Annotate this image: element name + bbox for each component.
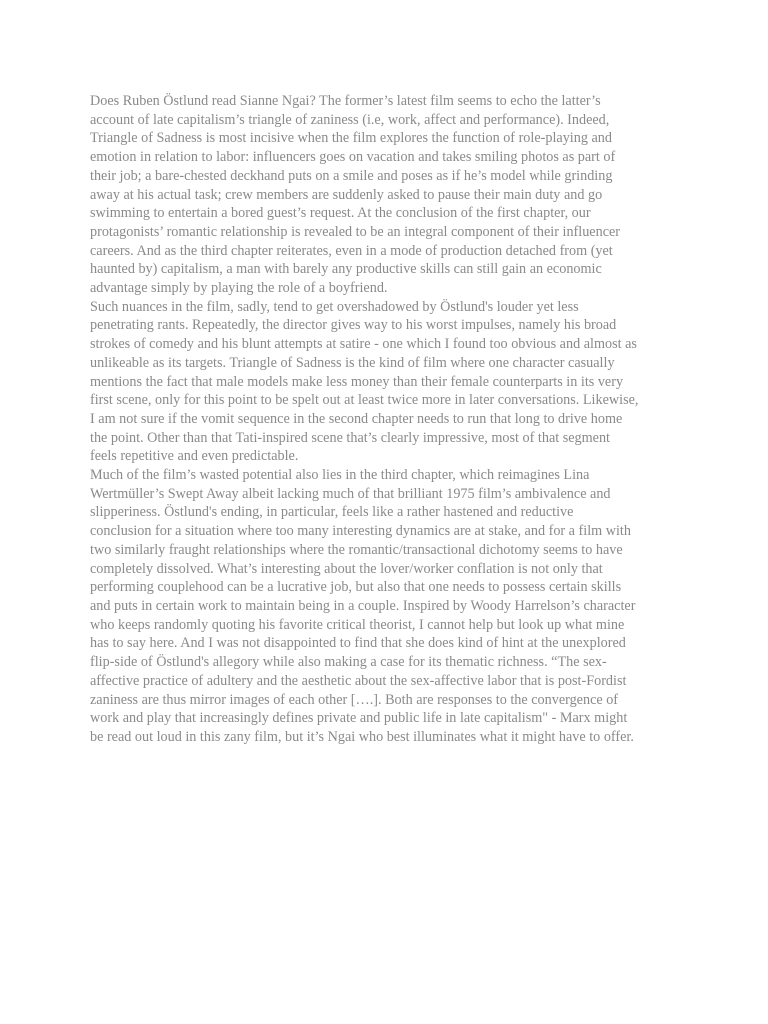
- text-line: and puts in certain work to maintain being in a couple. Inspired by Woody Harrelson’s character: [90, 597, 636, 614]
- text-line: swimming to entertain a bored guest’s request. At the conclusion of the first chapter, our: [90, 205, 591, 222]
- text-line: performing couplehood can be a lucrative job, but also that one needs to possess certain skills: [90, 579, 622, 596]
- text-line: emotion in relation to labor: influencers goes on vacation and takes smiling photos as part of: [90, 149, 616, 166]
- text-line: first scene, only for this point to be spelt out at least twice more in later conversations. Likewise,: [90, 392, 639, 409]
- text-line: careers. And as the third chapter reiterates, even in a mode of production detached from (yet: [90, 242, 613, 259]
- text-line: flip-side of Östlund's allegory while also making a case for its thematic richness. “The sex-: [90, 654, 607, 671]
- text-line: strokes of comedy and his blunt attempts at satire - one which I found too obvious and almost as: [90, 336, 637, 353]
- text-line: be read out loud in this zany film, but it’s Ngai who best illuminates what it might have to offer.: [90, 728, 634, 745]
- text-line: away at his actual task; crew members are suddenly asked to pause their main duty and go: [90, 186, 603, 203]
- document-body: [90, 92, 690, 747]
- text-line: their job; a bare-chested deckhand puts on a smile and poses as if he’s model while grinding: [90, 167, 613, 184]
- text-line: penetrating rants. Repeatedly, the director gives way to his worst impulses, namely his broad: [90, 317, 617, 334]
- text-line: mentions the fact that male models make less money than their female counterparts in its very: [90, 373, 624, 390]
- text-line: has to say here. And I was not disappointed to find that she does kind of hint at the unexplored: [90, 635, 626, 652]
- text-line: completely dissolved. What’s interesting about the lover/worker conflation is not only that: [90, 560, 603, 577]
- paragraph: [90, 92, 690, 298]
- paragraph: [90, 466, 690, 747]
- text-line: work and play that increasingly defines private and public life in late capitalism" - Marx might: [90, 710, 628, 727]
- text-line: Such nuances in the film, sadly, tend to get overshadowed by Östlund's louder yet less: [90, 298, 579, 315]
- text-line: Wertmüller’s Swept Away albeit lacking much of that brilliant 1975 film’s ambivalence and: [90, 485, 611, 502]
- text-line: protagonists’ romantic relationship is revealed to be an integral component of their influencer: [90, 223, 621, 240]
- paragraph: [90, 298, 690, 466]
- text-line: account of late capitalism’s triangle of zaniness (i.e, work, affect and performance). Indeed,: [90, 111, 610, 128]
- text-line: who keeps randomly quoting his favorite critical theorist, I cannot help but look up what mine: [90, 616, 625, 633]
- text-line: Triangle of Sadness is most incisive when the film explores the function of role-playing and: [90, 130, 612, 147]
- text-line: the point. Other than that Tati-inspired scene that’s clearly impressive, most of that segment: [90, 429, 611, 446]
- text-line: I am not sure if the vomit sequence in the second chapter needs to run that long to drive home: [90, 410, 623, 427]
- text-line: Much of the film’s wasted potential also lies in the third chapter, which reimagines Lina: [90, 467, 590, 484]
- text-line: affective practice of adultery and the aesthetic about the sex-affective labor that is post-Fordist: [90, 672, 627, 689]
- text-line: zaniness are thus mirror images of each other [….]. Both are responses to the convergence of: [90, 691, 619, 708]
- text-line: Does Ruben Östlund read Sianne Ngai? The former’s latest film seems to echo the latter’s: [90, 93, 601, 109]
- text-line: feels repetitive and even predictable.: [90, 448, 299, 465]
- text-line: haunted by) capitalism, a man with barely any productive skills can still gain an economic: [90, 261, 602, 278]
- text-line: unlikeable as its targets. Triangle of Sadness is the kind of film where one character casually: [90, 354, 615, 371]
- text-line: advantage simply by playing the role of a boyfriend.: [90, 280, 388, 297]
- text-line: two similarly fraught relationships where the romantic/transactional dichotomy seems to have: [90, 541, 623, 558]
- text-line: slipperiness. Östlund's ending, in particular, feels like a rather hastened and reductive: [90, 504, 574, 521]
- text-line: conclusion for a situation where too many interesting dynamics are at stake, and for a film with: [90, 523, 631, 540]
